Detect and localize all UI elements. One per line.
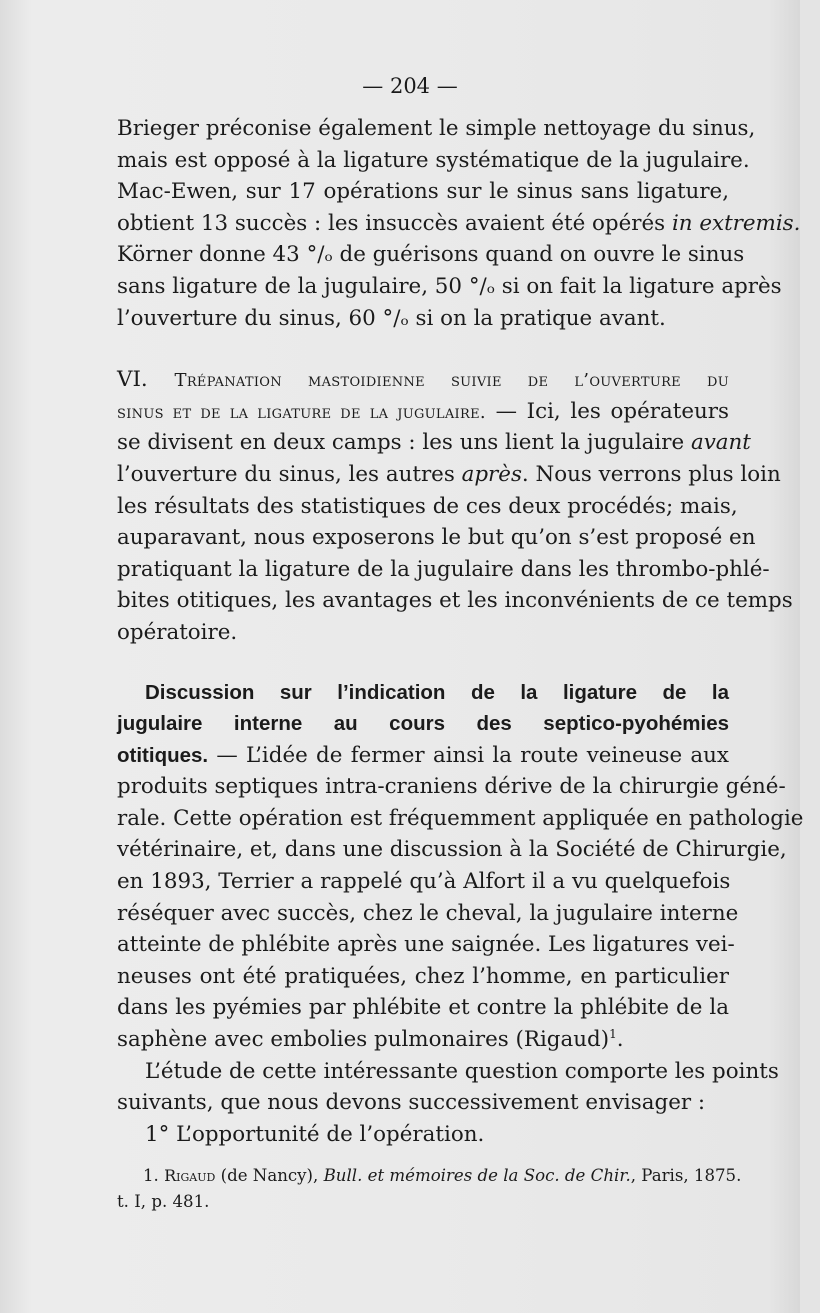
text-span: — L’idée de fermer ainsi la route veineuse aux <box>208 742 729 768</box>
text-span: l’ouverture du sinus, les autres <box>117 461 462 487</box>
text-line: en 1893, Terrier a rappelé qu’à Alfort il a vu quelquefois <box>117 869 731 895</box>
text-line: réséquer avec succès, chez le cheval, la jugulaire interne <box>117 900 739 926</box>
section-title: Trépanation mastoidienne suivie de l’ouverture du <box>174 370 729 392</box>
text-line: bites otitiques, les avantages et les inconvénients de ce temps <box>117 588 793 614</box>
text-line: mais est opposé à la ligature systématique de la jugulaire. <box>117 147 750 173</box>
footnote-text: (de Nancy), <box>215 1166 324 1185</box>
discussion-heading <box>117 708 729 740</box>
text-line: opératoire. <box>117 619 238 645</box>
heading-text: otitiques. <box>117 743 209 767</box>
text-line <box>117 459 781 491</box>
text-line: atteinte de phlébite après une saignée. Les ligatures vei- <box>117 932 735 958</box>
text-line: l’ouverture du sinus, 60 °/ₒ si on la pratique avant. <box>117 305 666 331</box>
text-line: Körner donne 43 °/ₒ de guérisons quand on ouvre le sinus <box>117 242 745 268</box>
footnote <box>117 1163 742 1215</box>
text-line: 1° L’opportunité de l’opération. <box>145 1121 485 1147</box>
text-line <box>117 208 801 240</box>
text-span: . <box>616 1027 624 1053</box>
footnote-marker: 1. <box>143 1166 165 1185</box>
body-text <box>117 113 804 1150</box>
page-number: — 204 — <box>362 74 458 98</box>
text-line: Mac-Ewen, sur 17 opérations sur le sinus sans ligature, <box>117 179 729 205</box>
section-numeral: VI. <box>117 367 175 393</box>
text-line: dans les pyémies par phlébite et contre la phlébite de la <box>117 995 729 1021</box>
text-line: produits septiques intra-craniens dérive de la chirurgie géné- <box>117 774 786 800</box>
text-line: Brieger préconise également le simple nettoyage du sinus, <box>117 116 756 141</box>
text-line: vétérinaire, et, dans une discussion à la Société de Chirurgie, <box>117 837 787 863</box>
text-line: sans ligature de la jugulaire, 50 °/ₒ si on fait la ligature après <box>117 273 782 299</box>
footnote-line: t. I, p. 481. <box>117 1192 210 1211</box>
section-title: sinus et de la ligature de la jugulaire. <box>117 401 486 423</box>
text-line: neuses ont été pratiquées, chez l’homme, en particulier <box>117 963 729 989</box>
text-line: auparavant, nous exposerons le but qu’on s’est proposé en <box>117 525 756 551</box>
heading-text: jugulaire interne au cours des septico-pyohémies <box>117 712 729 736</box>
text-line: pratiquant la ligature de la jugulaire dans les thrombo-phlé- <box>117 556 770 582</box>
section-heading-vi <box>117 364 729 396</box>
footnote-ref: 1 <box>609 1026 617 1041</box>
heading-text: Discussion sur l’indication de la ligature de la <box>145 680 729 704</box>
text-line <box>117 740 729 772</box>
footnote-text: , Paris, 1875. <box>630 1166 742 1185</box>
footnote-author: Rigaud <box>164 1166 216 1185</box>
text-span: obtient 13 succès : les insuccès avaient été opérés <box>117 210 672 236</box>
text-span: se divisent en deux camps : les uns lient la jugulaire <box>117 430 691 456</box>
text-line <box>117 1024 729 1056</box>
text-line: suivants, que nous devons successivement envisager : <box>117 1090 706 1116</box>
italic-text: in extremis. <box>671 210 801 236</box>
text-line: rale. Cette opération est fréquemment appliquée en pathologie <box>117 805 804 831</box>
text-span: — Ici, les opérateurs <box>485 398 729 424</box>
text-line: L’étude de cette intéressante question comporte les points <box>145 1058 779 1084</box>
footnote-journal: Bull. et mémoires de la Soc. de Chir. <box>323 1166 631 1185</box>
italic-text: après <box>461 461 522 487</box>
discussion-heading <box>117 677 729 709</box>
text-line <box>117 396 729 428</box>
footnote-line <box>117 1163 742 1189</box>
text-span: saphène avec embolies pulmonaires (Rigaud) <box>117 1027 610 1053</box>
text-line: les résultats des statistiques de ces deux procédés; mais, <box>117 493 738 519</box>
text-span: . Nous verrons plus loin <box>521 461 781 487</box>
text-line <box>117 427 751 459</box>
italic-text: avant <box>690 430 751 456</box>
